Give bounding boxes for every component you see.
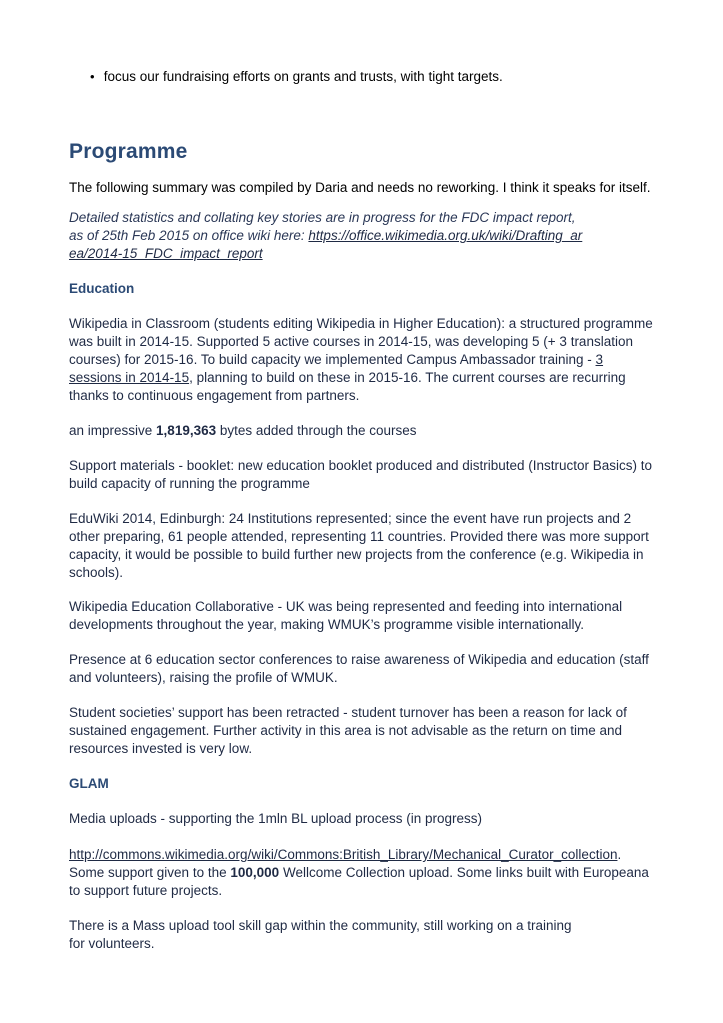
- education-paragraph-classroom: [69, 315, 659, 405]
- glam-text-a: . Some support given to the: [69, 847, 622, 880]
- bullet-item: [90, 69, 503, 84]
- subheading-education: Education: [69, 281, 135, 296]
- classroom-text-a: Wikipedia in Classroom (students editing Wikipedia in Higher Education): a structured programme was built in 2014-15. Supported 5 active courses in 2014-15, was developing 5 (+ 3 translation courses) for 2015-16. To build capacity we implemented Campus Ambassador training -: [69, 316, 653, 367]
- glam-paragraph-british-library: [69, 846, 659, 900]
- education-paragraph-eduwiki: EduWiki 2014, Edinburgh: 24 Institutions represented; since the event have run projects and 2 other preparing, 61 people attended, representing 11 countries. Provided there was more support capacity, it would be possible to build further new projects from the conference (e.g. Wikipedia in schools).: [69, 511, 649, 580]
- glam-paragraph-media-uploads: Media uploads - supporting the 1mln BL upload process (in progress): [69, 811, 482, 826]
- glam-paragraph-mass-upload: There is a Mass upload tool skill gap within the community, still working on a training for volunteers.: [69, 918, 572, 951]
- education-paragraph-conferences: Presence at 6 education sector conferences to raise awareness of Wikipedia and education (staff and volunteers), raising the profile of WMUK.: [69, 652, 649, 685]
- bytes-text-b: bytes added through the courses: [219, 423, 417, 438]
- impact-report-link[interactable]: https://office.wikimedia.org.uk/wiki/Drafting_area/2014-15_FDC_impact_report: [69, 228, 583, 261]
- bytes-text-a: an impressive: [69, 423, 153, 438]
- wellcome-count: 100,000: [230, 865, 280, 880]
- section-heading-programme: Programme: [69, 140, 188, 163]
- impact-report-note: [69, 209, 589, 263]
- education-paragraph-bytes: [69, 422, 669, 440]
- education-paragraph-support-materials: Support materials - booklet: new education booklet produced and distributed (Instructor Basics) to build capacity of running the programme: [69, 458, 653, 491]
- sessions-link[interactable]: 3 sessions in 2014-15: [69, 352, 604, 385]
- bytes-count: 1,819,363: [156, 423, 217, 438]
- bullet-icon: •: [90, 69, 95, 84]
- education-paragraph-student-societies: Student societies’ support has been retracted - student turnover has been a reason for lack of sustained engagement. Further activity in this area is not advisable as the return on time and resources invested is very low.: [69, 705, 627, 756]
- education-paragraph-collaborative: Wikipedia Education Collaborative - UK was being represented and feeding into international developments throughout the year, making WMUK’s programme visible internationally.: [69, 599, 623, 632]
- note-text: Detailed statistics and collating key stories are in progress for the FDC impact report, as of 25th Feb 2015 on office wiki here:: [69, 210, 576, 243]
- classroom-text-b: , planning to build on these in 2015-16. The current courses are recurring thanks to continuous engagement from partners.: [69, 370, 626, 403]
- subheading-glam: GLAM: [69, 776, 109, 791]
- bullet-text: focus our fundraising efforts on grants and trusts, with tight targets.: [103, 69, 503, 84]
- glam-text-b: Wellcome Collection upload. Some links built with Europeana to support future projects.: [69, 865, 649, 898]
- mechanical-curator-link[interactable]: http://commons.wikimedia.org/wiki/Commons:British_Library/Mechanical_Curator_collection: [69, 847, 618, 862]
- intro-paragraph: The following summary was compiled by Daria and needs no reworking. I think it speaks for itself.: [69, 180, 651, 195]
